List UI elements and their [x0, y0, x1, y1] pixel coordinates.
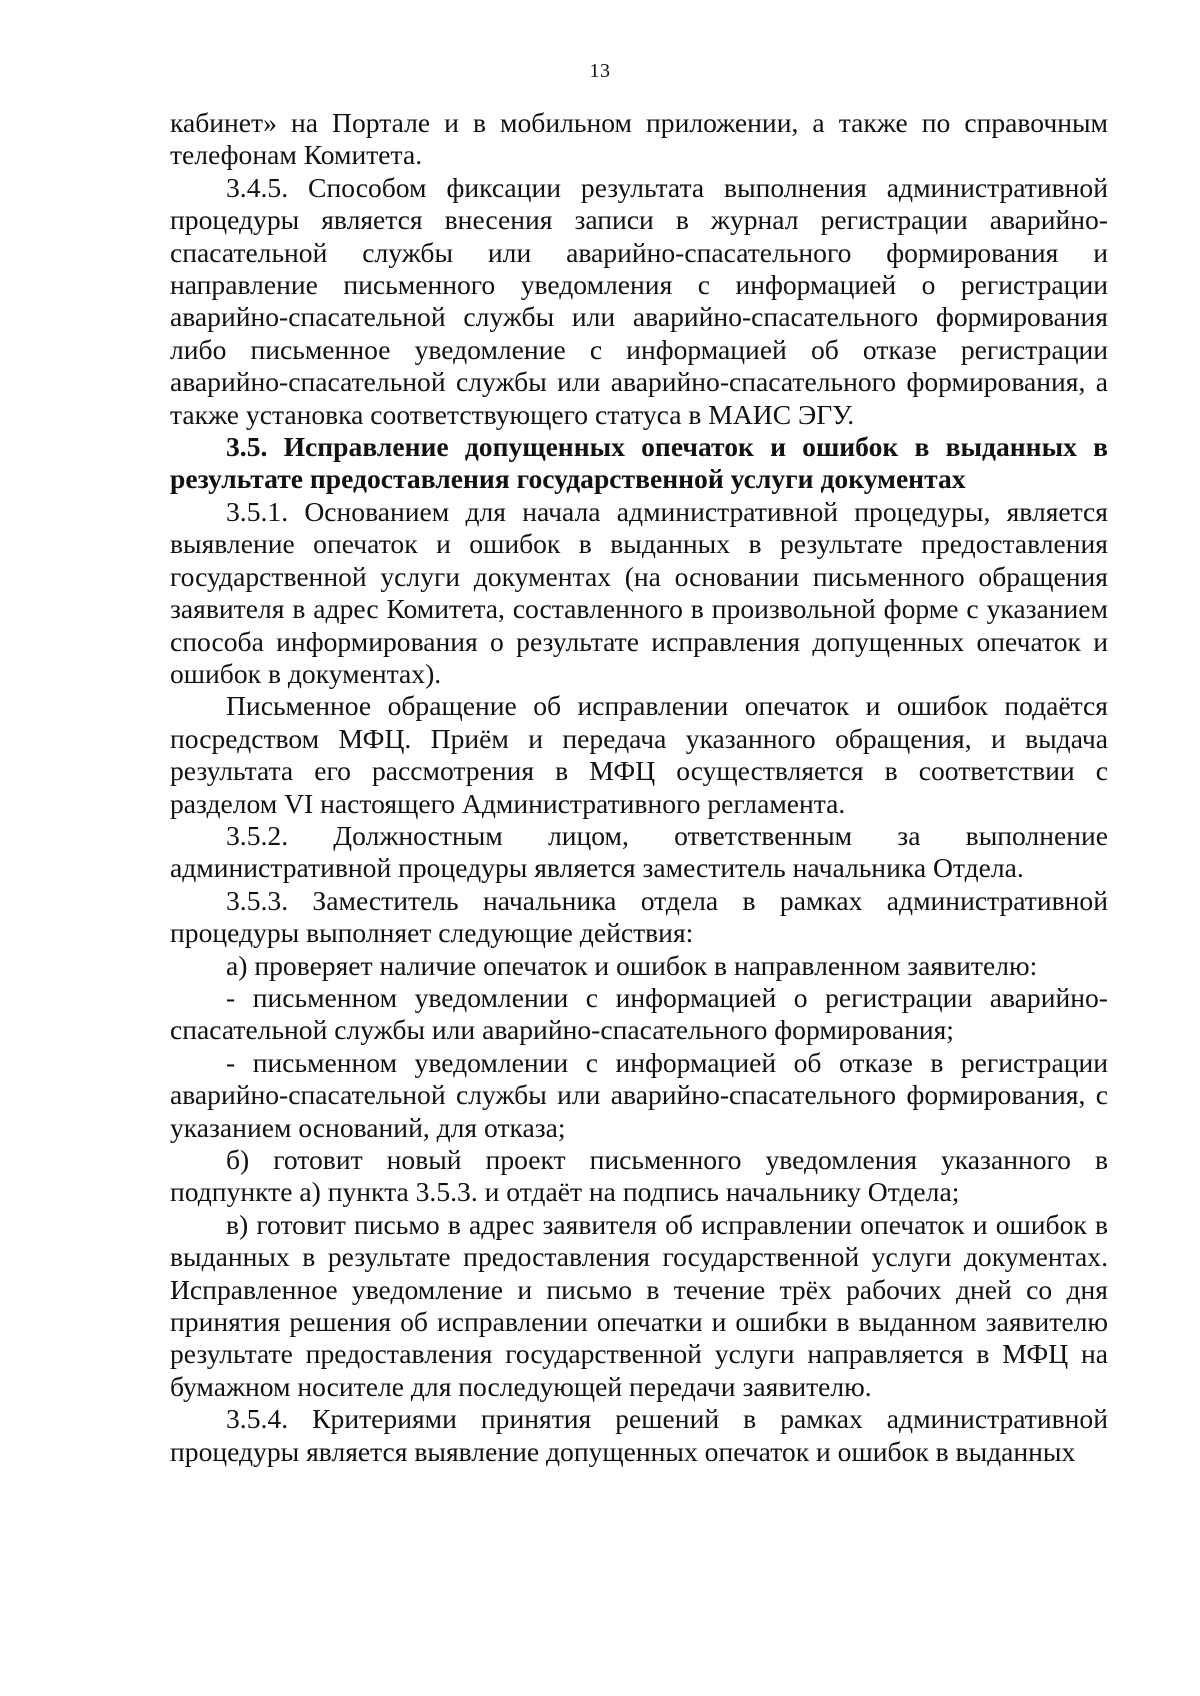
list-item-dash-registration: - письменном уведомлении с информацией о регистрации аварийно-спасательной службы или аварийно-спасательного формирования;: [170, 981, 1108, 1046]
page-number: 13: [589, 60, 611, 82]
list-item-b: б) готовит новый проект письменного уведомления указанного в подпункте а) пункта 3.5.3. и отдаёт на подпись начальнику Отдела;: [170, 1144, 1108, 1208]
paragraph-3-5-1: 3.5.1. Основанием для начала административной процедуры, является выявление опечаток и ошибок в выданных в результате предоставления государственной услуги документах (на основании письменного обращения заявителя в адрес Комитета, составленного в произвольной форме с указанием способа информирования о результате исправления допущенных опечаток и ошибок в документах).: [170, 495, 1108, 689]
paragraph-3-5-4: 3.5.4. Критериями принятия решений в рамках административной процедуры является выявление допущенных опечаток и ошибок в выданных: [170, 1403, 1108, 1467]
paragraph-3-5-3: 3.5.3. Заместитель начальника отдела в рамках административной процедуры выполняет следующие действия:: [170, 884, 1108, 949]
document-body: [170, 107, 1108, 1468]
paragraph-written-appeal: Письменное обращение об исправлении опечаток и ошибок подаётся посредством МФЦ. Приём и передача указанного обращения, и выдача результата его рассмотрения в МФЦ осуществляется в соответствии с разделом VI настоящего Административного регламента.: [170, 690, 1108, 819]
paragraph-3-4-5: 3.4.5. Способом фиксации результата выполнения административной процедуры является внесения записи в журнал регистрации аварийно-спасательной службы или аварийно-спасательного формирования и направление письменного уведомления с информацией о регистрации аварийно-спасательной службы или аварийно-спасательного формирования либо письменное уведомление с информацией об отказе регистрации аварийно-спасательной службы или аварийно-спасательного формирования, а также установка соответствующего статуса в МАИС ЭГУ.: [170, 171, 1108, 430]
list-item-dash-refusal: - письменном уведомлении с информацией об отказе в регистрации аварийно-спасательной службы или аварийно-спасательного формирования, с указанием оснований, для отказа;: [170, 1046, 1108, 1143]
list-item-v: в) готовит письмо в адрес заявителя об исправлении опечаток и ошибок в выданных в результате предоставления государственной услуги документах. Исправленное уведомление и письмо в течение трёх рабочих дней со дня принятия решения об исправлении опечатки и ошибки в выданном заявителю результате предоставления государственной услуги направляется в МФЦ на бумажном носителе для последующей передачи заявителю.: [170, 1208, 1108, 1402]
section-heading-3-5: 3.5. Исправление допущенных опечаток и ошибок в выданных в результате предоставления государственной услуги документах: [170, 431, 1108, 495]
paragraph-3-5-2: 3.5.2. Должностным лицом, ответственным за выполнение административной процедуры является заместитель начальника Отдела.: [170, 819, 1108, 884]
paragraph-continuation: кабинет» на Портале и в мобильном приложении, а также по справочным телефонам Комитета.: [170, 107, 1108, 171]
list-item-a: а) проверяет наличие опечаток и ошибок в направленном заявителю:: [226, 949, 1038, 981]
